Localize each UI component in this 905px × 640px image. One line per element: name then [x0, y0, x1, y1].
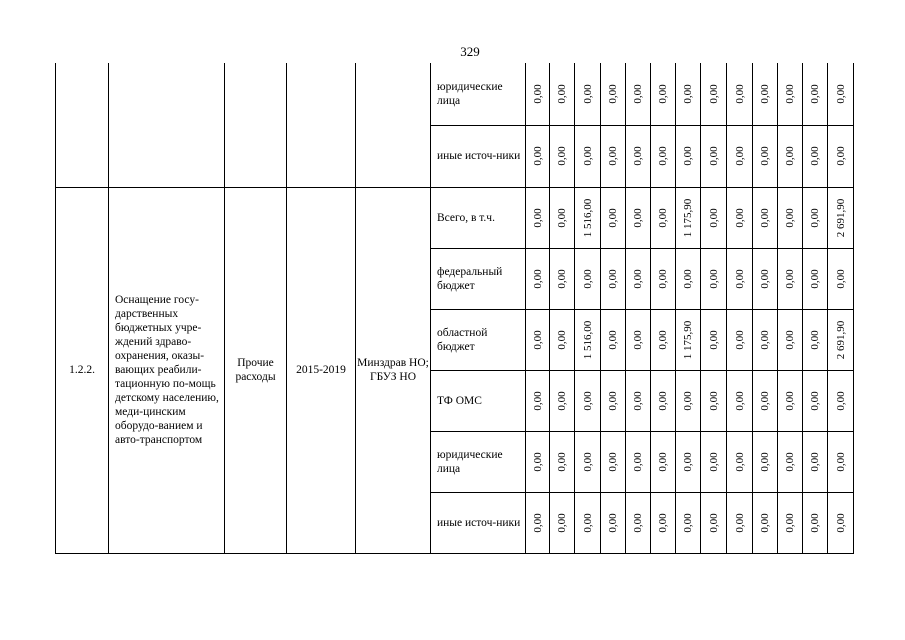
value-text: 0,00 [682, 84, 694, 104]
value-text: 0,00 [556, 268, 568, 289]
value-cell [727, 248, 753, 309]
value-text: 0,00 [632, 268, 644, 289]
value-cell [651, 187, 676, 248]
value-cell [753, 63, 778, 125]
value-cell [575, 125, 601, 187]
value-text: 0,00 [759, 390, 771, 411]
value-text: 0,00 [733, 207, 746, 228]
value-cell [676, 125, 701, 187]
value-cell [601, 187, 626, 248]
value-cell [550, 431, 575, 492]
value-cell [651, 370, 676, 431]
value-cell [753, 370, 778, 431]
value-text: 0,00 [531, 268, 544, 289]
value-text: 1 516,00 [581, 198, 594, 237]
value-text: 0,00 [809, 207, 821, 228]
value-cell [828, 370, 854, 431]
value-text: 0,00 [607, 512, 619, 533]
table-row [56, 63, 854, 125]
value-text: 0,00 [531, 84, 544, 104]
value-cell [676, 309, 701, 370]
page-number: 329 [460, 44, 480, 59]
value-text: 0,00 [733, 84, 746, 104]
value-text: 0,00 [834, 146, 847, 166]
value-cell [778, 125, 803, 187]
value-cell [701, 63, 727, 125]
value-text: 0,00 [759, 512, 771, 533]
value-cell [526, 63, 550, 125]
value-cell [651, 431, 676, 492]
value-cell [753, 431, 778, 492]
value-text: 0,00 [632, 512, 644, 533]
value-cell [526, 370, 550, 431]
value-text: 0,00 [834, 390, 847, 411]
value-cell [575, 248, 601, 309]
value-text: 0,00 [784, 268, 796, 289]
value-text: 0,00 [581, 268, 594, 289]
value-cell [575, 370, 601, 431]
value-cell [828, 187, 854, 248]
source-cell: юридические лица [431, 63, 526, 125]
value-text: 0,00 [657, 451, 669, 472]
value-cell [550, 248, 575, 309]
value-cell [803, 492, 828, 553]
value-cell [550, 370, 575, 431]
value-cell [651, 125, 676, 187]
value-cell [828, 248, 854, 309]
value-cell [626, 187, 651, 248]
value-text: 0,00 [784, 451, 796, 472]
table-row [56, 187, 854, 248]
value-text: 0,00 [556, 84, 568, 104]
value-text: 0,00 [632, 390, 644, 411]
value-cell [626, 431, 651, 492]
value-text: 0,00 [733, 512, 746, 533]
value-cell [575, 63, 601, 125]
value-text: 2 691,90 [834, 320, 847, 359]
value-text: 0,00 [809, 329, 821, 350]
source-cell: федеральный бюджет [431, 248, 526, 309]
value-cell [803, 63, 828, 125]
value-text: 0,00 [657, 329, 669, 350]
value-cell [626, 370, 651, 431]
value-text: 0,00 [834, 84, 847, 104]
value-text: 0,00 [531, 451, 544, 472]
value-text: 0,00 [733, 451, 746, 472]
budget-table-body [56, 63, 854, 553]
value-text: 0,00 [707, 268, 720, 289]
value-text: 0,00 [657, 84, 669, 104]
value-cell [727, 431, 753, 492]
executor-cell [356, 63, 431, 187]
value-text: 0,00 [809, 84, 821, 104]
value-text: 0,00 [632, 329, 644, 350]
expense-type-cell [225, 63, 287, 187]
budget-table [55, 63, 854, 554]
value-cell [526, 187, 550, 248]
source-cell: ТФ ОМС [431, 370, 526, 431]
value-text: 0,00 [657, 146, 669, 166]
value-cell [828, 431, 854, 492]
value-text: 0,00 [531, 207, 544, 228]
value-cell [727, 309, 753, 370]
period-cell: 2015-2019 [287, 187, 356, 553]
value-text: 0,00 [707, 512, 720, 533]
value-cell [601, 309, 626, 370]
value-text: 0,00 [834, 268, 847, 289]
value-text: 0,00 [809, 390, 821, 411]
value-cell [575, 309, 601, 370]
value-text: 0,00 [632, 451, 644, 472]
value-cell [803, 125, 828, 187]
value-text: 0,00 [809, 268, 821, 289]
value-cell [676, 492, 701, 553]
value-cell [526, 309, 550, 370]
value-cell [701, 248, 727, 309]
value-text: 0,00 [682, 390, 694, 411]
value-text: 0,00 [834, 512, 847, 533]
source-cell: иные источ-ники [431, 492, 526, 553]
value-cell [778, 370, 803, 431]
value-text: 0,00 [682, 451, 694, 472]
value-text: 0,00 [809, 451, 821, 472]
value-text: 0,00 [607, 268, 619, 289]
value-cell [626, 309, 651, 370]
value-text: 0,00 [657, 512, 669, 533]
value-text: 0,00 [784, 84, 796, 104]
value-text: 1 175,90 [682, 320, 694, 359]
value-text: 0,00 [682, 268, 694, 289]
value-cell [727, 125, 753, 187]
value-cell [753, 125, 778, 187]
value-text: 0,00 [581, 146, 594, 166]
value-cell [601, 492, 626, 553]
value-text: 2 691,90 [834, 198, 847, 237]
value-cell [526, 492, 550, 553]
value-text: 0,00 [531, 512, 544, 533]
value-text: 0,00 [733, 268, 746, 289]
value-text: 0,00 [607, 329, 619, 350]
value-cell [701, 187, 727, 248]
value-cell [828, 125, 854, 187]
value-text: 0,00 [707, 451, 720, 472]
value-cell [828, 63, 854, 125]
value-cell [575, 492, 601, 553]
value-text: 0,00 [733, 329, 746, 350]
value-cell [575, 187, 601, 248]
value-cell [526, 125, 550, 187]
value-text: 0,00 [682, 512, 694, 533]
value-cell [701, 370, 727, 431]
value-text: 0,00 [581, 451, 594, 472]
value-cell [626, 248, 651, 309]
value-text: 0,00 [759, 268, 771, 289]
value-text: 0,00 [759, 146, 771, 166]
value-text: 0,00 [607, 207, 619, 228]
value-text: 1 516,00 [581, 320, 594, 359]
value-cell [550, 63, 575, 125]
value-text: 0,00 [632, 207, 644, 228]
value-text: 0,00 [809, 146, 821, 166]
value-cell [676, 248, 701, 309]
value-cell [803, 248, 828, 309]
value-cell [778, 309, 803, 370]
value-text: 0,00 [733, 146, 746, 166]
value-cell [727, 63, 753, 125]
value-cell [778, 187, 803, 248]
executor-cell: Минздрав НО; ГБУЗ НО [356, 187, 431, 553]
value-text: 0,00 [556, 390, 568, 411]
value-cell [753, 248, 778, 309]
value-text: 0,00 [556, 146, 568, 166]
value-text: 0,00 [784, 329, 796, 350]
value-cell [676, 63, 701, 125]
value-text: 0,00 [759, 451, 771, 472]
value-cell [727, 492, 753, 553]
value-cell [676, 187, 701, 248]
value-cell [601, 370, 626, 431]
value-text: 0,00 [759, 329, 771, 350]
value-text: 0,00 [531, 146, 544, 166]
value-text: 0,00 [809, 512, 821, 533]
expense-type-cell: Прочие расходы [225, 187, 287, 553]
value-cell [575, 431, 601, 492]
value-cell [701, 125, 727, 187]
value-text: 0,00 [707, 390, 720, 411]
source-cell: иные источ-ники [431, 125, 526, 187]
value-cell [601, 63, 626, 125]
value-cell [526, 248, 550, 309]
value-text: 0,00 [657, 207, 669, 228]
value-text: 0,00 [556, 451, 568, 472]
value-cell [778, 63, 803, 125]
value-text: 0,00 [707, 207, 720, 228]
value-cell [753, 309, 778, 370]
value-text: 0,00 [707, 84, 720, 104]
value-text: 1 175,90 [682, 198, 694, 237]
value-text: 0,00 [784, 512, 796, 533]
value-cell [676, 370, 701, 431]
value-cell [550, 492, 575, 553]
value-text: 0,00 [531, 329, 544, 350]
number-cell [56, 63, 109, 187]
value-text: 0,00 [581, 512, 594, 533]
value-text: 0,00 [581, 390, 594, 411]
value-cell [753, 187, 778, 248]
value-cell [727, 187, 753, 248]
value-text: 0,00 [784, 207, 796, 228]
value-cell [550, 187, 575, 248]
value-text: 0,00 [759, 207, 771, 228]
value-cell [803, 370, 828, 431]
value-cell [601, 248, 626, 309]
value-cell [651, 63, 676, 125]
value-cell [550, 125, 575, 187]
period-cell [287, 63, 356, 187]
value-cell [550, 309, 575, 370]
value-cell [626, 63, 651, 125]
value-cell [778, 248, 803, 309]
value-text: 0,00 [657, 390, 669, 411]
value-text: 0,00 [556, 329, 568, 350]
value-cell [778, 492, 803, 553]
value-text: 0,00 [632, 84, 644, 104]
value-cell [651, 492, 676, 553]
value-text: 0,00 [556, 512, 568, 533]
value-cell [701, 492, 727, 553]
value-text: 0,00 [607, 390, 619, 411]
value-text: 0,00 [607, 146, 619, 166]
value-text: 0,00 [784, 390, 796, 411]
source-cell: Всего, в т.ч. [431, 187, 526, 248]
item-description-cell: Оснащение госу-дарственных бюджетных учре-ждений здраво-охранения, оказы-вающих реабили-тационную по-мощь детскому населению, меди-цинским оборудо-ванием и авто-транспортом [109, 187, 225, 553]
value-text: 0,00 [707, 329, 720, 350]
value-text: 0,00 [682, 146, 694, 166]
value-cell [626, 492, 651, 553]
value-cell [828, 492, 854, 553]
value-text: 0,00 [707, 146, 720, 166]
value-cell [778, 431, 803, 492]
value-text: 0,00 [531, 390, 544, 411]
value-text: 0,00 [556, 207, 568, 228]
source-cell: областной бюджет [431, 309, 526, 370]
description-cell [109, 63, 225, 187]
value-text: 0,00 [632, 146, 644, 166]
value-cell [753, 492, 778, 553]
value-text: 0,00 [581, 84, 594, 104]
source-cell: юридические лица [431, 431, 526, 492]
value-text: 0,00 [759, 84, 771, 104]
value-text: 0,00 [607, 84, 619, 104]
value-cell [651, 248, 676, 309]
value-cell [701, 431, 727, 492]
value-cell [727, 370, 753, 431]
value-cell [651, 309, 676, 370]
value-cell [828, 309, 854, 370]
value-text: 0,00 [784, 146, 796, 166]
value-cell [701, 309, 727, 370]
value-cell [601, 431, 626, 492]
value-cell [601, 125, 626, 187]
value-cell [626, 125, 651, 187]
value-text: 0,00 [607, 451, 619, 472]
item-number-cell: 1.2.2. [56, 187, 109, 553]
value-text: 0,00 [733, 390, 746, 411]
value-text: 0,00 [834, 451, 847, 472]
value-cell [526, 431, 550, 492]
value-text: 0,00 [657, 268, 669, 289]
value-cell [803, 187, 828, 248]
value-cell [803, 309, 828, 370]
value-cell [676, 431, 701, 492]
value-cell [803, 431, 828, 492]
